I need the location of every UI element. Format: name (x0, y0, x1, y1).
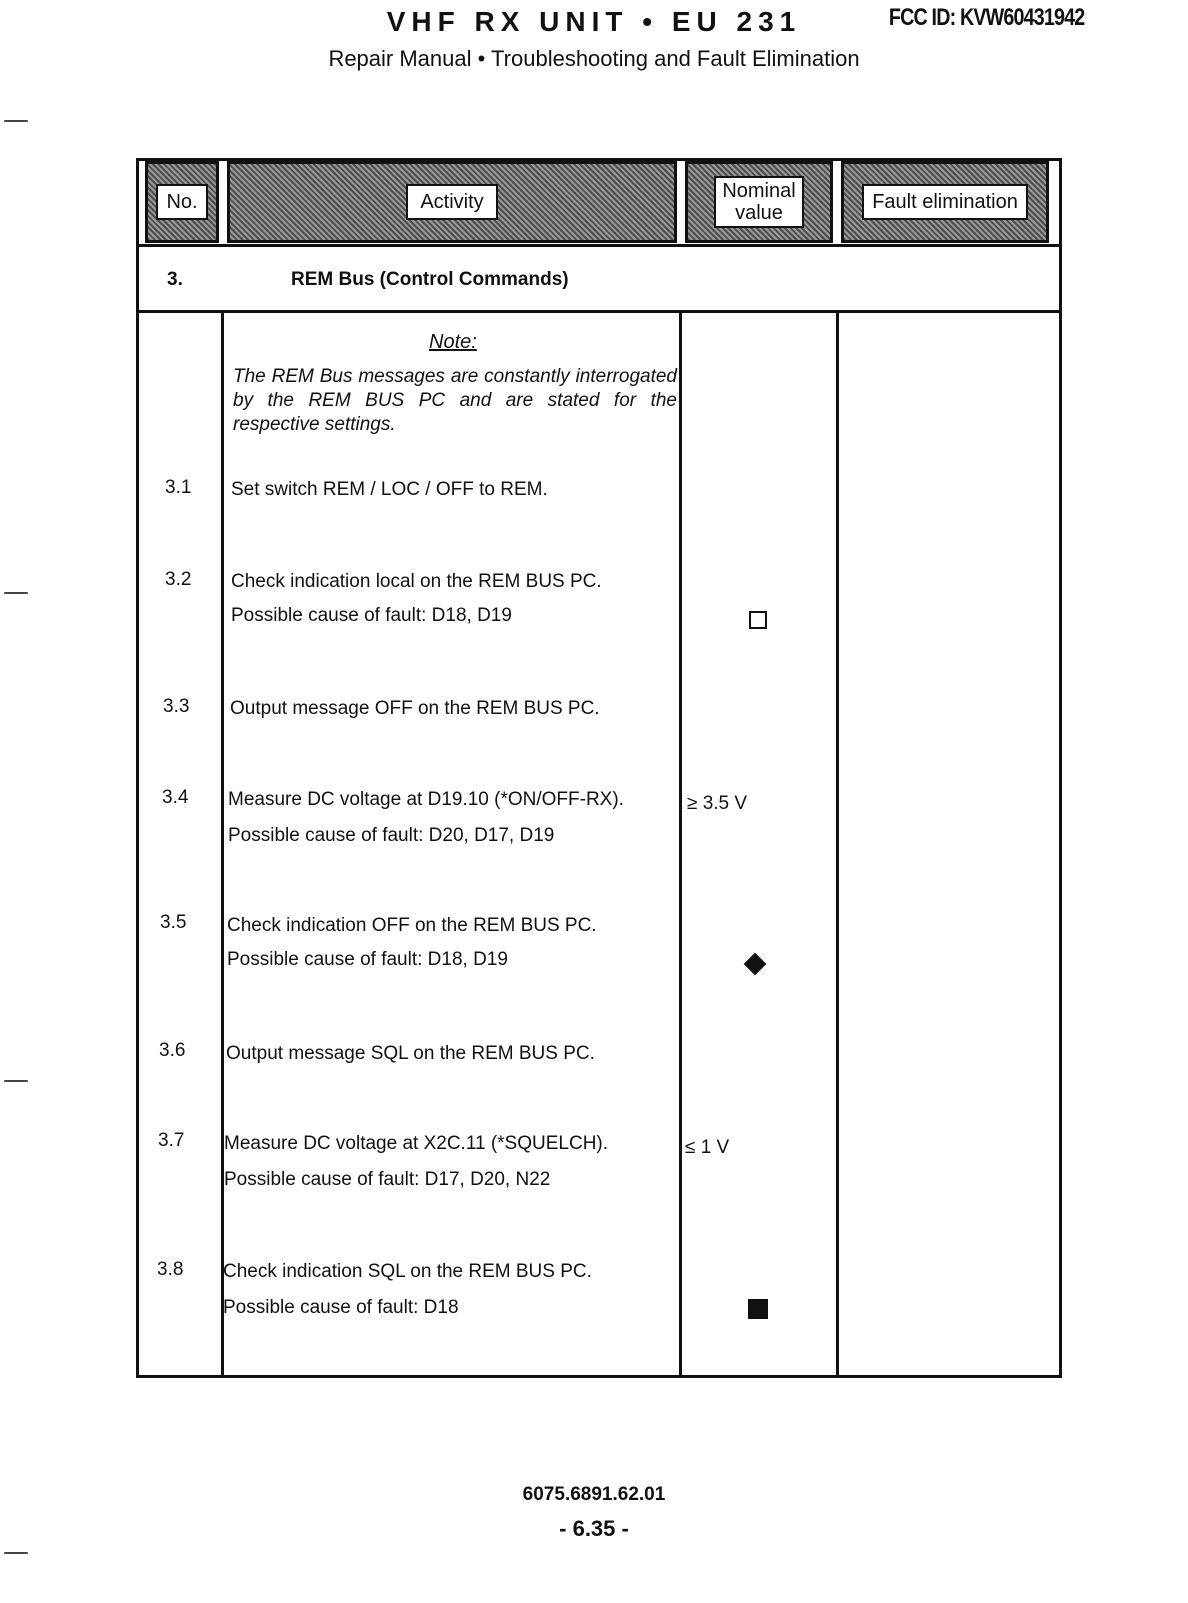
header-cell-nominal-value (685, 161, 833, 243)
row-activity: Output message SQL on the REM BUS PC. (226, 1043, 595, 1064)
header-cell-activity (227, 161, 677, 243)
section-number: 3. (167, 269, 183, 290)
troubleshooting-table (136, 158, 1062, 1378)
row-activity: Output message OFF on the REM BUS PC. (230, 698, 600, 719)
fcc-id: FCC ID: KVW60431942 (888, 4, 1084, 31)
note-heading: Note: (429, 331, 477, 353)
document-number: 6075.6891.62.01 (522, 1484, 666, 1505)
row-activity: Check indication OFF on the REM BUS PC. (227, 915, 597, 936)
note-body: The REM Bus messages are constantly interrogated by the REM BUS PC and are stated for the respective settings. (233, 366, 677, 435)
scan-edge-mark (4, 592, 28, 594)
page-number: - 6.35 - (559, 1516, 629, 1541)
row-number: 3.4 (162, 787, 189, 808)
row-possible-cause: Possible cause of fault: D17, D20, N22 (224, 1169, 551, 1190)
section-title: REM Bus (Control Commands) (291, 269, 569, 290)
row-number: 3.6 (159, 1040, 186, 1061)
column-divider-activity (679, 313, 682, 1375)
row-number: 3.7 (158, 1130, 185, 1151)
header-nominal-line1: Nominal (722, 180, 796, 202)
header-label-nominal-value (714, 176, 803, 228)
column-divider-no (221, 313, 224, 1375)
header-nominal-line2: value (735, 202, 783, 224)
header-activity-text: Activity (420, 191, 484, 213)
row-activity: Check indication SQL on the REM BUS PC. (223, 1261, 592, 1282)
row-nominal-value: ≤ 1 V (685, 1137, 730, 1158)
indicator-filled-square-icon (748, 1299, 768, 1319)
document-title: VHF RX UNIT • EU 231 (386, 6, 802, 37)
row-activity: Check indication local on the REM BUS PC. (231, 571, 602, 592)
header-cell-fault-elimination (841, 161, 1049, 243)
row-number: 3.3 (163, 696, 190, 717)
scan-edge-mark (4, 120, 28, 122)
row-possible-cause: Possible cause of fault: D18, D19 (227, 949, 508, 970)
table-header-row (139, 161, 1059, 247)
row-number: 3.2 (165, 569, 192, 590)
indicator-diamond-icon (744, 953, 767, 976)
scan-edge-mark (4, 1552, 28, 1554)
header-label-fault-elimination: Fault elimination (862, 184, 1028, 220)
row-number: 3.8 (157, 1259, 184, 1280)
column-divider-nominal (836, 313, 839, 1375)
row-activity: Measure DC voltage at X2C.11 (*SQUELCH). (224, 1133, 609, 1154)
row-nominal-value: ≥ 3.5 V (687, 793, 748, 814)
document-subtitle: Repair Manual • Troubleshooting and Fault Elimination (328, 46, 860, 71)
row-possible-cause: Possible cause of fault: D20, D17, D19 (228, 825, 555, 846)
header-cell-no (145, 161, 219, 243)
header-label-activity (406, 184, 497, 220)
scan-edge-mark (4, 1080, 28, 1082)
row-possible-cause: Possible cause of fault: D18 (223, 1297, 459, 1318)
section-row (139, 247, 1059, 313)
row-activity: Measure DC voltage at D19.10 (*ON/OFF-RX). (228, 789, 624, 810)
row-number: 3.1 (165, 477, 192, 498)
indicator-empty-square-icon (749, 611, 767, 629)
row-activity: Set switch REM / LOC / OFF to REM. (231, 479, 548, 500)
row-number: 3.5 (160, 912, 187, 933)
row-possible-cause: Possible cause of fault: D18, D19 (231, 605, 512, 626)
header-label-no: No. (156, 184, 207, 220)
